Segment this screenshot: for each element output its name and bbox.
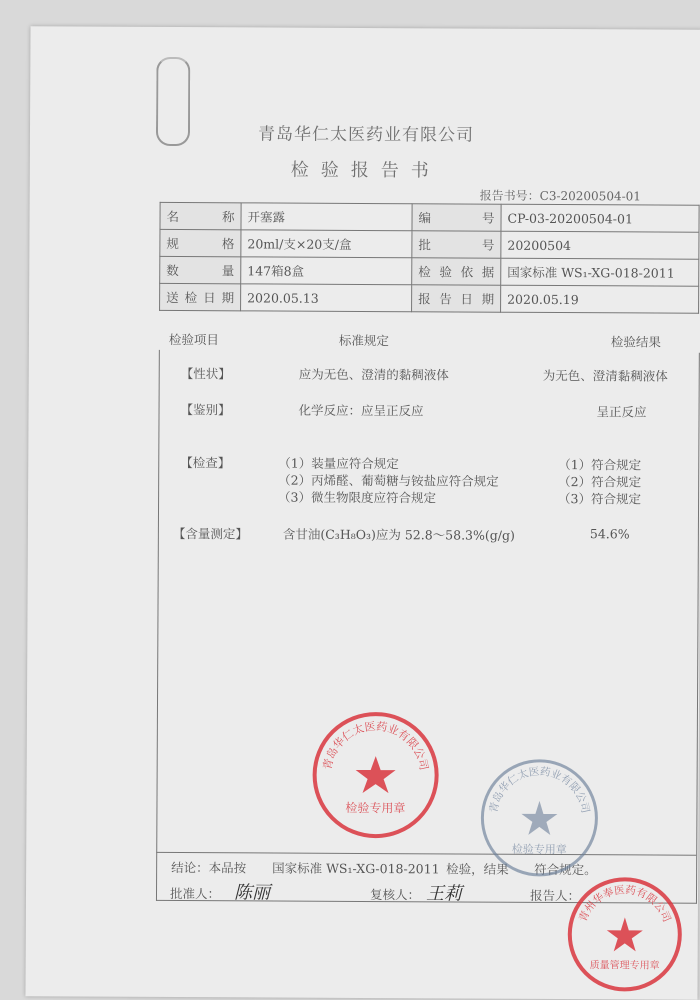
seal-quality-arc-text: 青州华奉医药有限公司 (577, 884, 673, 924)
item-name: 【含量测定】 (172, 525, 248, 542)
reviewer-label: 复核人： (369, 887, 421, 903)
seal-quality-bottom-text: 质量管理专用章 (589, 960, 660, 972)
header-item: 检验项目 (168, 331, 219, 348)
seal-quality-graphic (565, 875, 684, 994)
table-row (160, 202, 699, 232)
company-name: 青岛华仁太医药业有限公司 (257, 124, 475, 146)
code-label: 编 号 (412, 204, 501, 231)
seal-red-bottom-text: 检验专用章 (345, 800, 406, 816)
qty-label: 数 量 (160, 256, 241, 283)
item-standard: （2）丙烯醛、葡萄糖与铵盐应符合规定 (278, 472, 499, 489)
report-date-value: 2020.05.19 (501, 285, 699, 313)
item-standard: （3）微生物限度应符合规定 (278, 489, 437, 506)
item-name: 【性状】 (180, 366, 231, 382)
reporter-label: 报告人： (529, 887, 581, 904)
quality-seal-red (565, 875, 684, 994)
item-result: 呈正反应 (596, 404, 647, 420)
basis-value: 国家标准 WS₁-XG-018-2011 (501, 258, 699, 286)
conclusion-basis: 国家标准 WS₁-XG-018-2011 (272, 860, 440, 877)
item-standard: 含甘油(C₃H₈O₃)应为 52.8～58.3%(g/g) (282, 526, 515, 543)
batch-value: 20200504 (501, 231, 699, 259)
item-result: 54.6% (589, 526, 630, 542)
conclusion-end: 符合规定。 (534, 861, 597, 878)
submit-date-label: 送检日期 (160, 283, 241, 310)
item-standard: 应为无色、澄清的黏稠液体 (298, 366, 449, 383)
seal-faded-bottom-text: 检验专用章 (511, 842, 567, 857)
approver-label: 批准人： (169, 885, 221, 902)
qty-value: 147箱8盒 (241, 257, 412, 285)
spec-label: 规 格 (160, 229, 241, 256)
header-standard: 标准规定 (338, 332, 389, 349)
item-standard: （1）装量应符合规定 (278, 455, 399, 472)
product-info-table (159, 202, 700, 314)
item-result: （1）符合规定 (558, 457, 642, 473)
reviewer-signature: 王莉 (425, 883, 463, 905)
conclusion-label: 结论：本品按 (171, 859, 247, 876)
item-name: 【鉴别】 (180, 402, 231, 418)
item-name: 【检查】 (180, 455, 231, 471)
report-number: 报告书号：C3-20200504-01 (479, 188, 641, 204)
name-label: 名 称 (160, 202, 241, 229)
document-title: 检验报告书 (290, 159, 441, 182)
item-result: （3）符合规定 (558, 491, 642, 507)
submit-date-value: 2020.05.13 (241, 284, 412, 312)
seal-faded-graphic (478, 757, 601, 880)
code-value: CP-03-20200504-01 (501, 204, 699, 232)
report-date-label: 报告日期 (412, 285, 501, 312)
inspection-seal-red (310, 710, 441, 841)
seal-faded-arc-text: 青岛华仁太医药业有限公司 (487, 765, 592, 815)
report-sheet (25, 26, 700, 1000)
spec-value: 20ml/支×20支/盒 (241, 230, 412, 258)
inspection-seal-faded (478, 757, 601, 880)
table-row (160, 283, 699, 313)
name-value: 开塞露 (241, 203, 412, 231)
item-result: 为无色、澄清黏稠液体 (542, 367, 668, 384)
batch-label: 批 号 (412, 231, 501, 258)
seal-red-arc-text: 青岛华仁太医药业有限公司 (320, 719, 431, 772)
item-standard: 化学反应：应呈正反应 (298, 402, 424, 419)
item-result: （2）符合规定 (558, 474, 642, 490)
approver-signature: 陈丽 (233, 882, 271, 904)
basis-label: 检验依据 (412, 258, 501, 285)
header-result: 检验结果 (610, 334, 661, 350)
seal-red-graphic (310, 710, 441, 841)
conclusion-mid: 检验，结果 (446, 861, 509, 877)
table-row (160, 256, 699, 286)
table-row (160, 229, 699, 259)
